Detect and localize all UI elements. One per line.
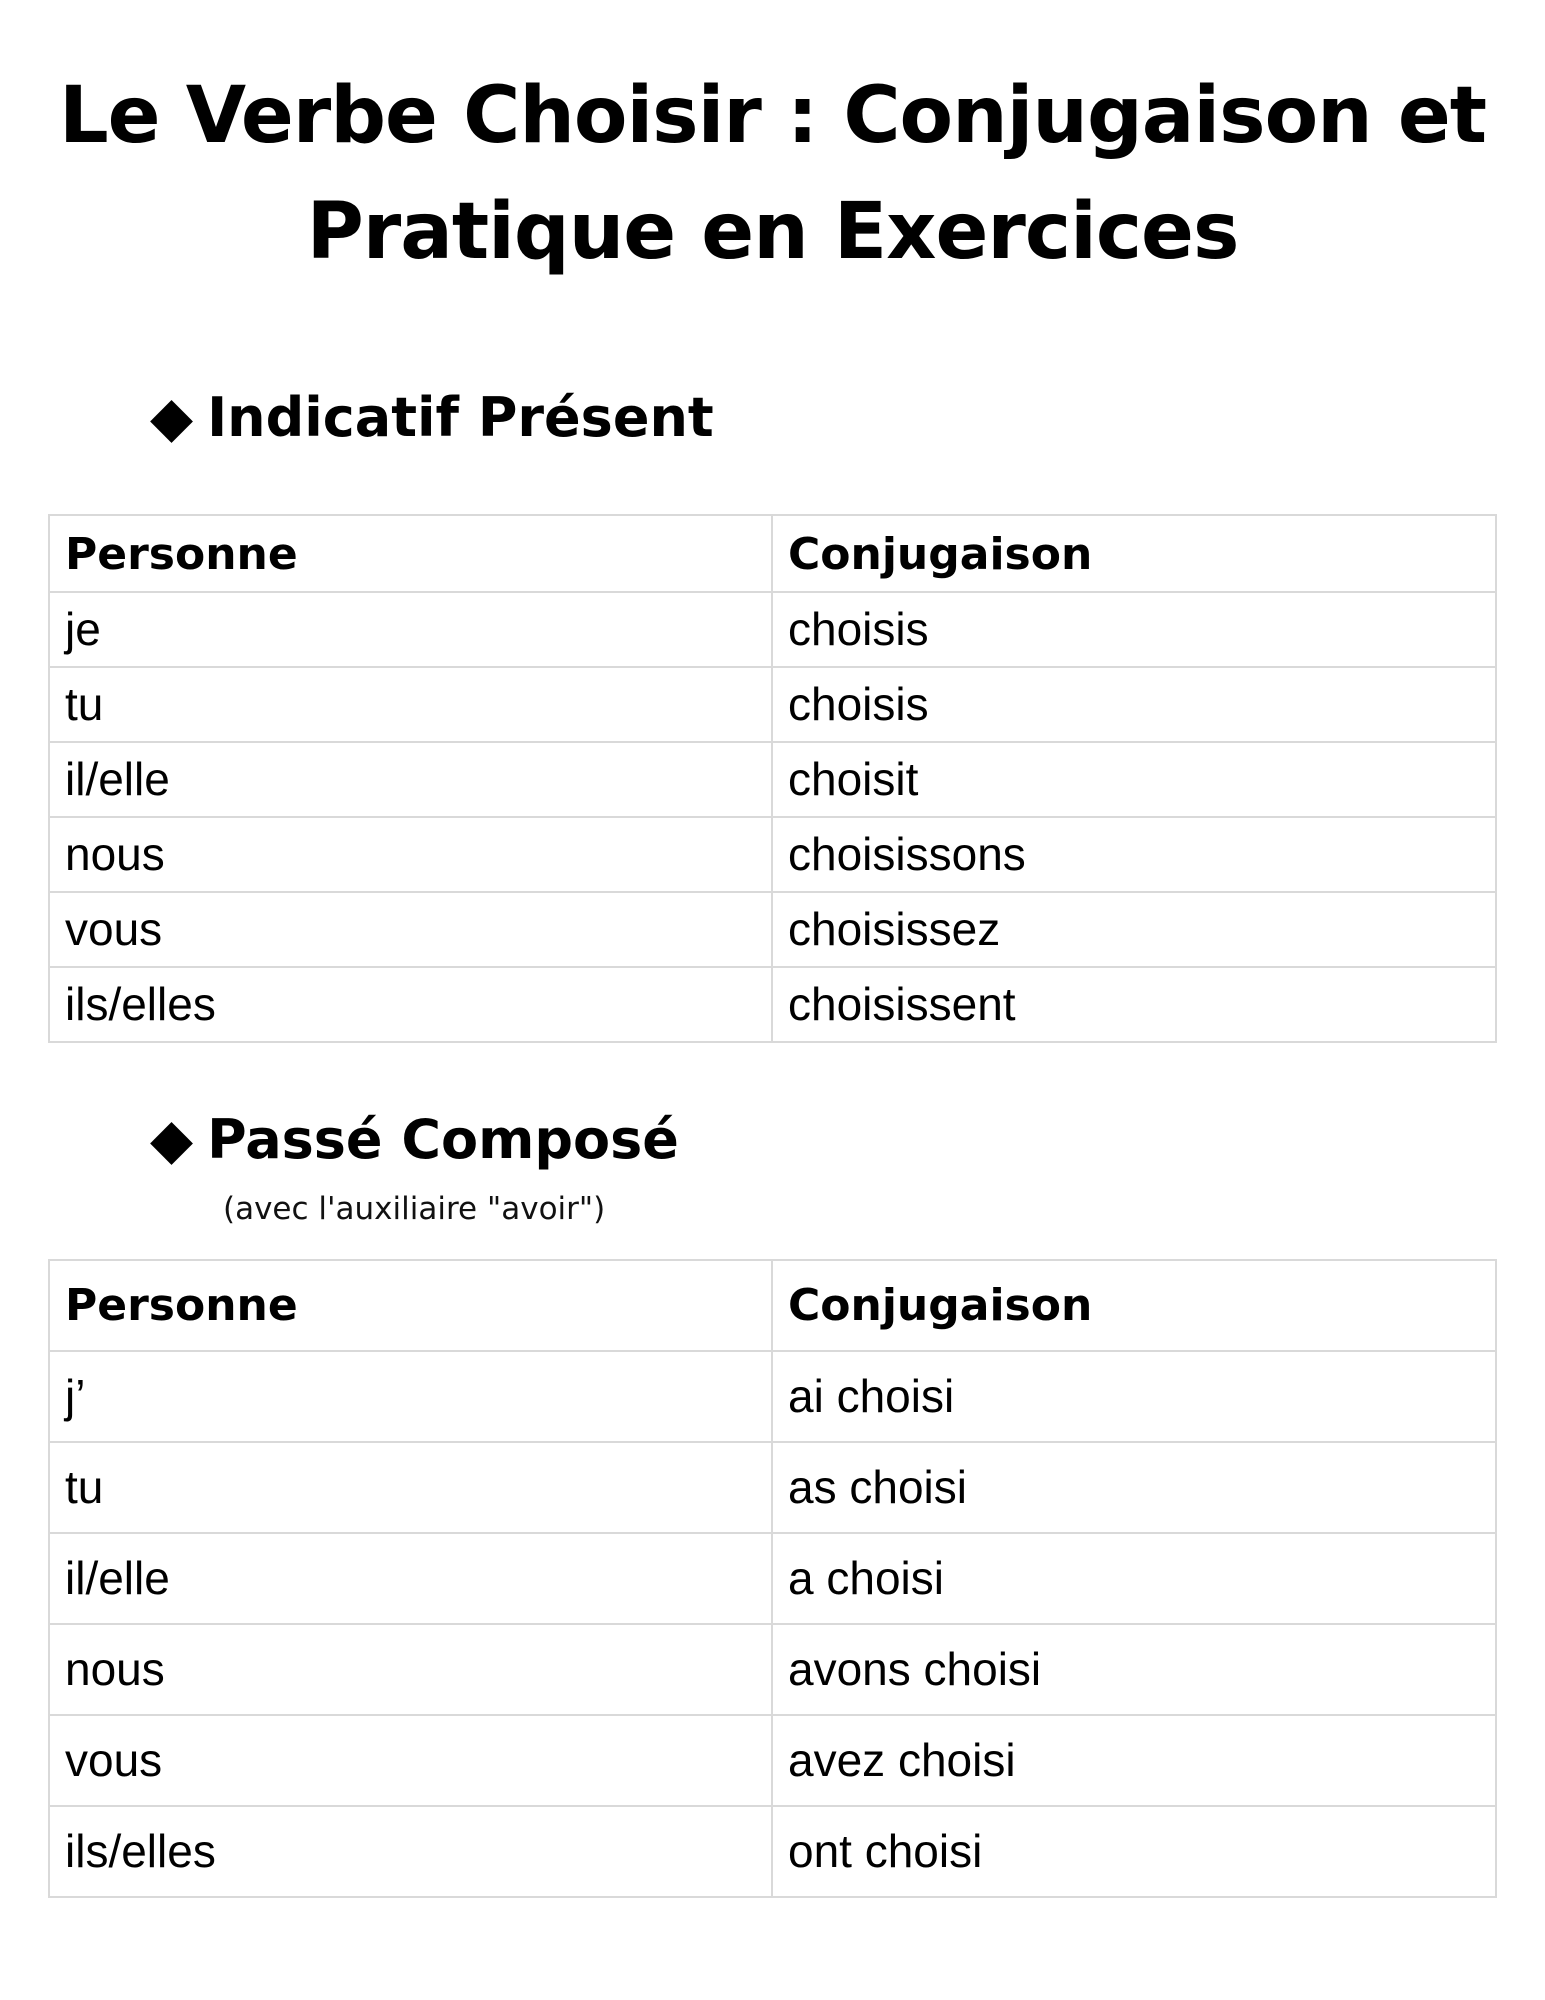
table-header-row xyxy=(49,1260,1496,1351)
cell-conjugaison: avons choisi xyxy=(772,1624,1496,1715)
table-row xyxy=(49,592,1496,667)
diamond-bullet-icon: ◆ xyxy=(150,384,194,450)
column-header-conjugaison: Conjugaison xyxy=(772,1260,1496,1351)
cell-personne: je xyxy=(49,592,772,667)
table-row xyxy=(49,742,1496,817)
column-header-personne: Personne xyxy=(49,1260,772,1351)
cell-personne: tu xyxy=(49,1442,772,1533)
cell-personne: j’ xyxy=(49,1351,772,1442)
section-heading-passe xyxy=(150,1108,679,1171)
diamond-bullet-icon: ◆ xyxy=(150,1106,194,1172)
cell-conjugaison: a choisi xyxy=(772,1533,1496,1624)
table-row xyxy=(49,892,1496,967)
cell-conjugaison: choisis xyxy=(772,592,1496,667)
cell-personne: nous xyxy=(49,1624,772,1715)
cell-conjugaison: choisissent xyxy=(772,967,1496,1042)
column-header-conjugaison: Conjugaison xyxy=(772,515,1496,592)
cell-conjugaison: choisit xyxy=(772,742,1496,817)
cell-personne: nous xyxy=(49,817,772,892)
cell-conjugaison: ai choisi xyxy=(772,1351,1496,1442)
cell-personne: il/elle xyxy=(49,1533,772,1624)
section-subtitle-passe: (avec l'auxiliaire "avoir") xyxy=(223,1191,606,1227)
page-title xyxy=(0,58,1545,290)
conjugation-table-passe xyxy=(48,1259,1497,1898)
table-row xyxy=(49,1806,1496,1897)
table-header-row xyxy=(49,515,1496,592)
column-header-personne: Personne xyxy=(49,515,772,592)
table-row xyxy=(49,1624,1496,1715)
table-row xyxy=(49,667,1496,742)
table-row xyxy=(49,1533,1496,1624)
table-row xyxy=(49,967,1496,1042)
cell-conjugaison: choisissons xyxy=(772,817,1496,892)
table-row xyxy=(49,1715,1496,1806)
page-title-line-1: Le Verbe Choisir : Conjugaison et xyxy=(58,71,1487,161)
cell-conjugaison: choisissez xyxy=(772,892,1496,967)
cell-conjugaison: as choisi xyxy=(772,1442,1496,1533)
section-heading-present-label: Indicatif Présent xyxy=(207,386,714,449)
cell-personne: ils/elles xyxy=(49,1806,772,1897)
cell-personne: vous xyxy=(49,1715,772,1806)
cell-personne: ils/elles xyxy=(49,967,772,1042)
cell-conjugaison: choisis xyxy=(772,667,1496,742)
cell-personne: tu xyxy=(49,667,772,742)
cell-personne: vous xyxy=(49,892,772,967)
section-heading-passe-label: Passé Composé xyxy=(207,1108,679,1171)
page-title-line-2: Pratique en Exercices xyxy=(306,187,1239,277)
cell-conjugaison: avez choisi xyxy=(772,1715,1496,1806)
cell-personne: il/elle xyxy=(49,742,772,817)
section-heading-present xyxy=(150,386,714,449)
table-row xyxy=(49,1442,1496,1533)
table-row xyxy=(49,1351,1496,1442)
cell-conjugaison: ont choisi xyxy=(772,1806,1496,1897)
conjugation-table-present xyxy=(48,514,1497,1043)
table-row xyxy=(49,817,1496,892)
